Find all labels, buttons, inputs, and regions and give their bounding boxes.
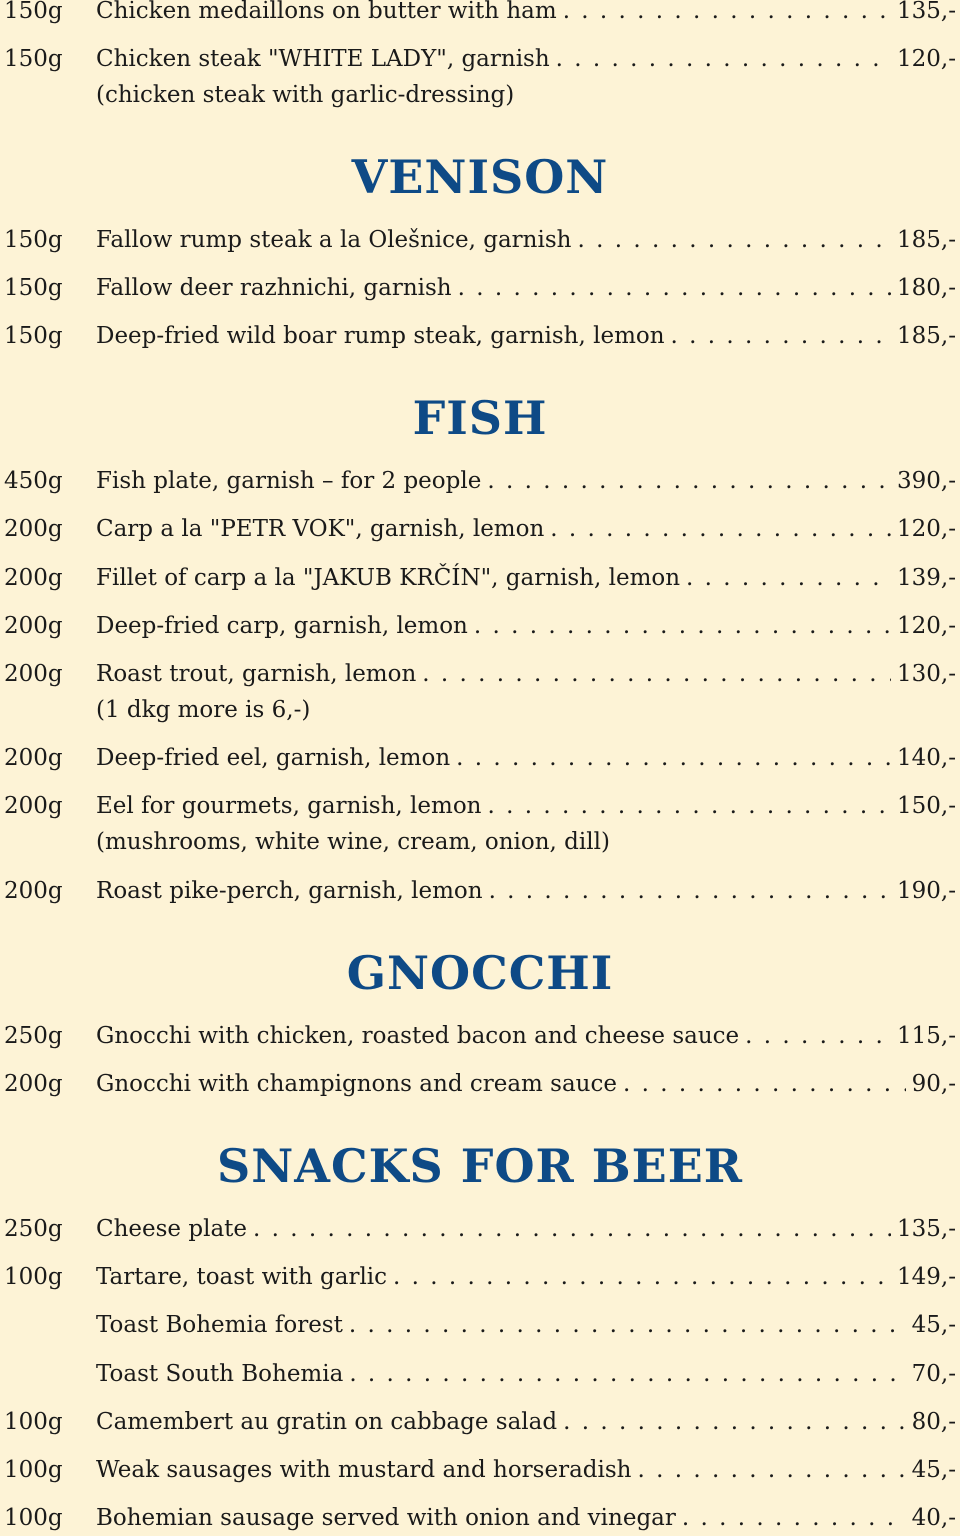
item-price: 135,- bbox=[897, 0, 956, 24]
item-name: Carp a la "PETR VOK", garnish, lemon bbox=[96, 516, 545, 542]
item-price: 40,- bbox=[911, 1505, 956, 1531]
item-price: 180,- bbox=[897, 275, 956, 301]
item-weight: 150g bbox=[4, 323, 63, 349]
item-name: Gnocchi with champignons and cream sauce bbox=[96, 1071, 617, 1097]
item-weight: 100g bbox=[4, 1457, 63, 1483]
menu-item bbox=[0, 273, 960, 303]
item-name: Camembert au gratin on cabbage salad bbox=[96, 1409, 558, 1435]
menu-item bbox=[0, 1021, 960, 1051]
item-name: Fillet of carp a la "JAKUB KRČÍN", garnish, lemon bbox=[96, 565, 681, 591]
item-price: 135,- bbox=[897, 1216, 956, 1242]
menu-item bbox=[0, 659, 960, 723]
item-weight: 200g bbox=[4, 745, 63, 771]
item-name: Deep-fried wild boar rump steak, garnish, lemon bbox=[96, 323, 665, 349]
menu-item bbox=[0, 321, 960, 351]
menu-item bbox=[0, 0, 960, 26]
item-price: 149,- bbox=[897, 1264, 956, 1290]
item-weight: 200g bbox=[4, 661, 63, 687]
item-weight: 100g bbox=[4, 1264, 63, 1290]
section-title-snacks: SNACKS FOR BEER bbox=[217, 1139, 743, 1193]
item-name: Eel for gourmets, garnish, lemon bbox=[96, 793, 482, 819]
item-price: 90,- bbox=[911, 1071, 956, 1097]
item-weight: 200g bbox=[4, 878, 63, 904]
item-note: (mushrooms, white wine, cream, onion, dill) bbox=[96, 829, 610, 855]
item-price: 120,- bbox=[897, 46, 956, 72]
item-weight: 150g bbox=[4, 227, 63, 253]
section-title-venison: VENISON bbox=[351, 150, 609, 204]
item-price: 80,- bbox=[911, 1409, 956, 1435]
section-title-fish: FISH bbox=[412, 391, 548, 445]
menu-item bbox=[0, 611, 960, 641]
item-name: Roast pike-perch, garnish, lemon bbox=[96, 878, 483, 904]
item-name: Gnocchi with chicken, roasted bacon and cheese sauce bbox=[96, 1023, 740, 1049]
item-price: 139,- bbox=[897, 565, 956, 591]
menu-item bbox=[0, 225, 960, 255]
menu-item bbox=[0, 1359, 960, 1389]
item-weight: 200g bbox=[4, 565, 63, 591]
menu-item bbox=[0, 1503, 960, 1533]
item-price: 115,- bbox=[897, 1023, 956, 1049]
item-name: Fish plate, garnish – for 2 people bbox=[96, 468, 482, 494]
item-note: (1 dkg more is 6,-) bbox=[96, 697, 311, 723]
item-price: 45,- bbox=[911, 1457, 956, 1483]
item-weight: 200g bbox=[4, 793, 63, 819]
menu-item bbox=[0, 1214, 960, 1244]
item-name: Toast South Bohemia bbox=[96, 1361, 344, 1387]
item-weight: 200g bbox=[4, 1071, 63, 1097]
item-price: 190,- bbox=[897, 878, 956, 904]
item-weight: 250g bbox=[4, 1023, 63, 1049]
item-price: 185,- bbox=[897, 227, 956, 253]
item-name: Bohemian sausage served with onion and vinegar bbox=[96, 1505, 676, 1531]
item-weight: 150g bbox=[4, 0, 63, 24]
item-weight: 150g bbox=[4, 46, 63, 72]
item-name: Fallow rump steak a la Olešnice, garnish bbox=[96, 227, 572, 253]
menu-item bbox=[0, 466, 960, 496]
item-price: 120,- bbox=[897, 516, 956, 542]
item-name: Toast Bohemia forest bbox=[96, 1312, 343, 1338]
item-weight: 100g bbox=[4, 1409, 63, 1435]
menu-item bbox=[0, 563, 960, 593]
item-price: 185,- bbox=[897, 323, 956, 349]
item-name: Tartare, toast with garlic bbox=[96, 1264, 388, 1290]
item-price: 130,- bbox=[897, 661, 956, 687]
item-name: Deep-fried eel, garnish, lemon bbox=[96, 745, 451, 771]
item-price: 120,- bbox=[897, 613, 956, 639]
item-weight: 200g bbox=[4, 516, 63, 542]
item-price: 70,- bbox=[911, 1361, 956, 1387]
menu-item bbox=[0, 1262, 960, 1292]
item-name: Roast trout, garnish, lemon bbox=[96, 661, 417, 687]
item-name: Weak sausages with mustard and horseradish bbox=[96, 1457, 632, 1483]
item-name: Cheese plate bbox=[96, 1216, 248, 1242]
menu-item bbox=[0, 1310, 960, 1340]
item-weight: 100g bbox=[4, 1505, 63, 1531]
item-name: Chicken steak "WHITE LADY", garnish bbox=[96, 46, 550, 72]
item-weight: 150g bbox=[4, 275, 63, 301]
item-price: 150,- bbox=[897, 793, 956, 819]
menu-item bbox=[0, 1069, 960, 1099]
menu-item bbox=[0, 44, 960, 108]
item-name: Fallow deer razhnichi, garnish bbox=[96, 275, 452, 301]
item-weight: 450g bbox=[4, 468, 63, 494]
menu-item bbox=[0, 1455, 960, 1485]
menu-item bbox=[0, 876, 960, 906]
item-price: 140,- bbox=[897, 745, 956, 771]
menu-item bbox=[0, 514, 960, 544]
menu-item bbox=[0, 791, 960, 855]
item-price: 45,- bbox=[911, 1312, 956, 1338]
item-weight: 200g bbox=[4, 613, 63, 639]
section-title-gnocchi: GNOCCHI bbox=[346, 946, 614, 1000]
item-name: Deep-fried carp, garnish, lemon bbox=[96, 613, 468, 639]
item-note: (chicken steak with garlic-dressing) bbox=[96, 82, 515, 108]
item-price: 390,- bbox=[897, 468, 956, 494]
menu-item bbox=[0, 1407, 960, 1437]
item-weight: 250g bbox=[4, 1216, 63, 1242]
item-name: Chicken medaillons on butter with ham bbox=[96, 0, 557, 24]
menu-item bbox=[0, 743, 960, 773]
